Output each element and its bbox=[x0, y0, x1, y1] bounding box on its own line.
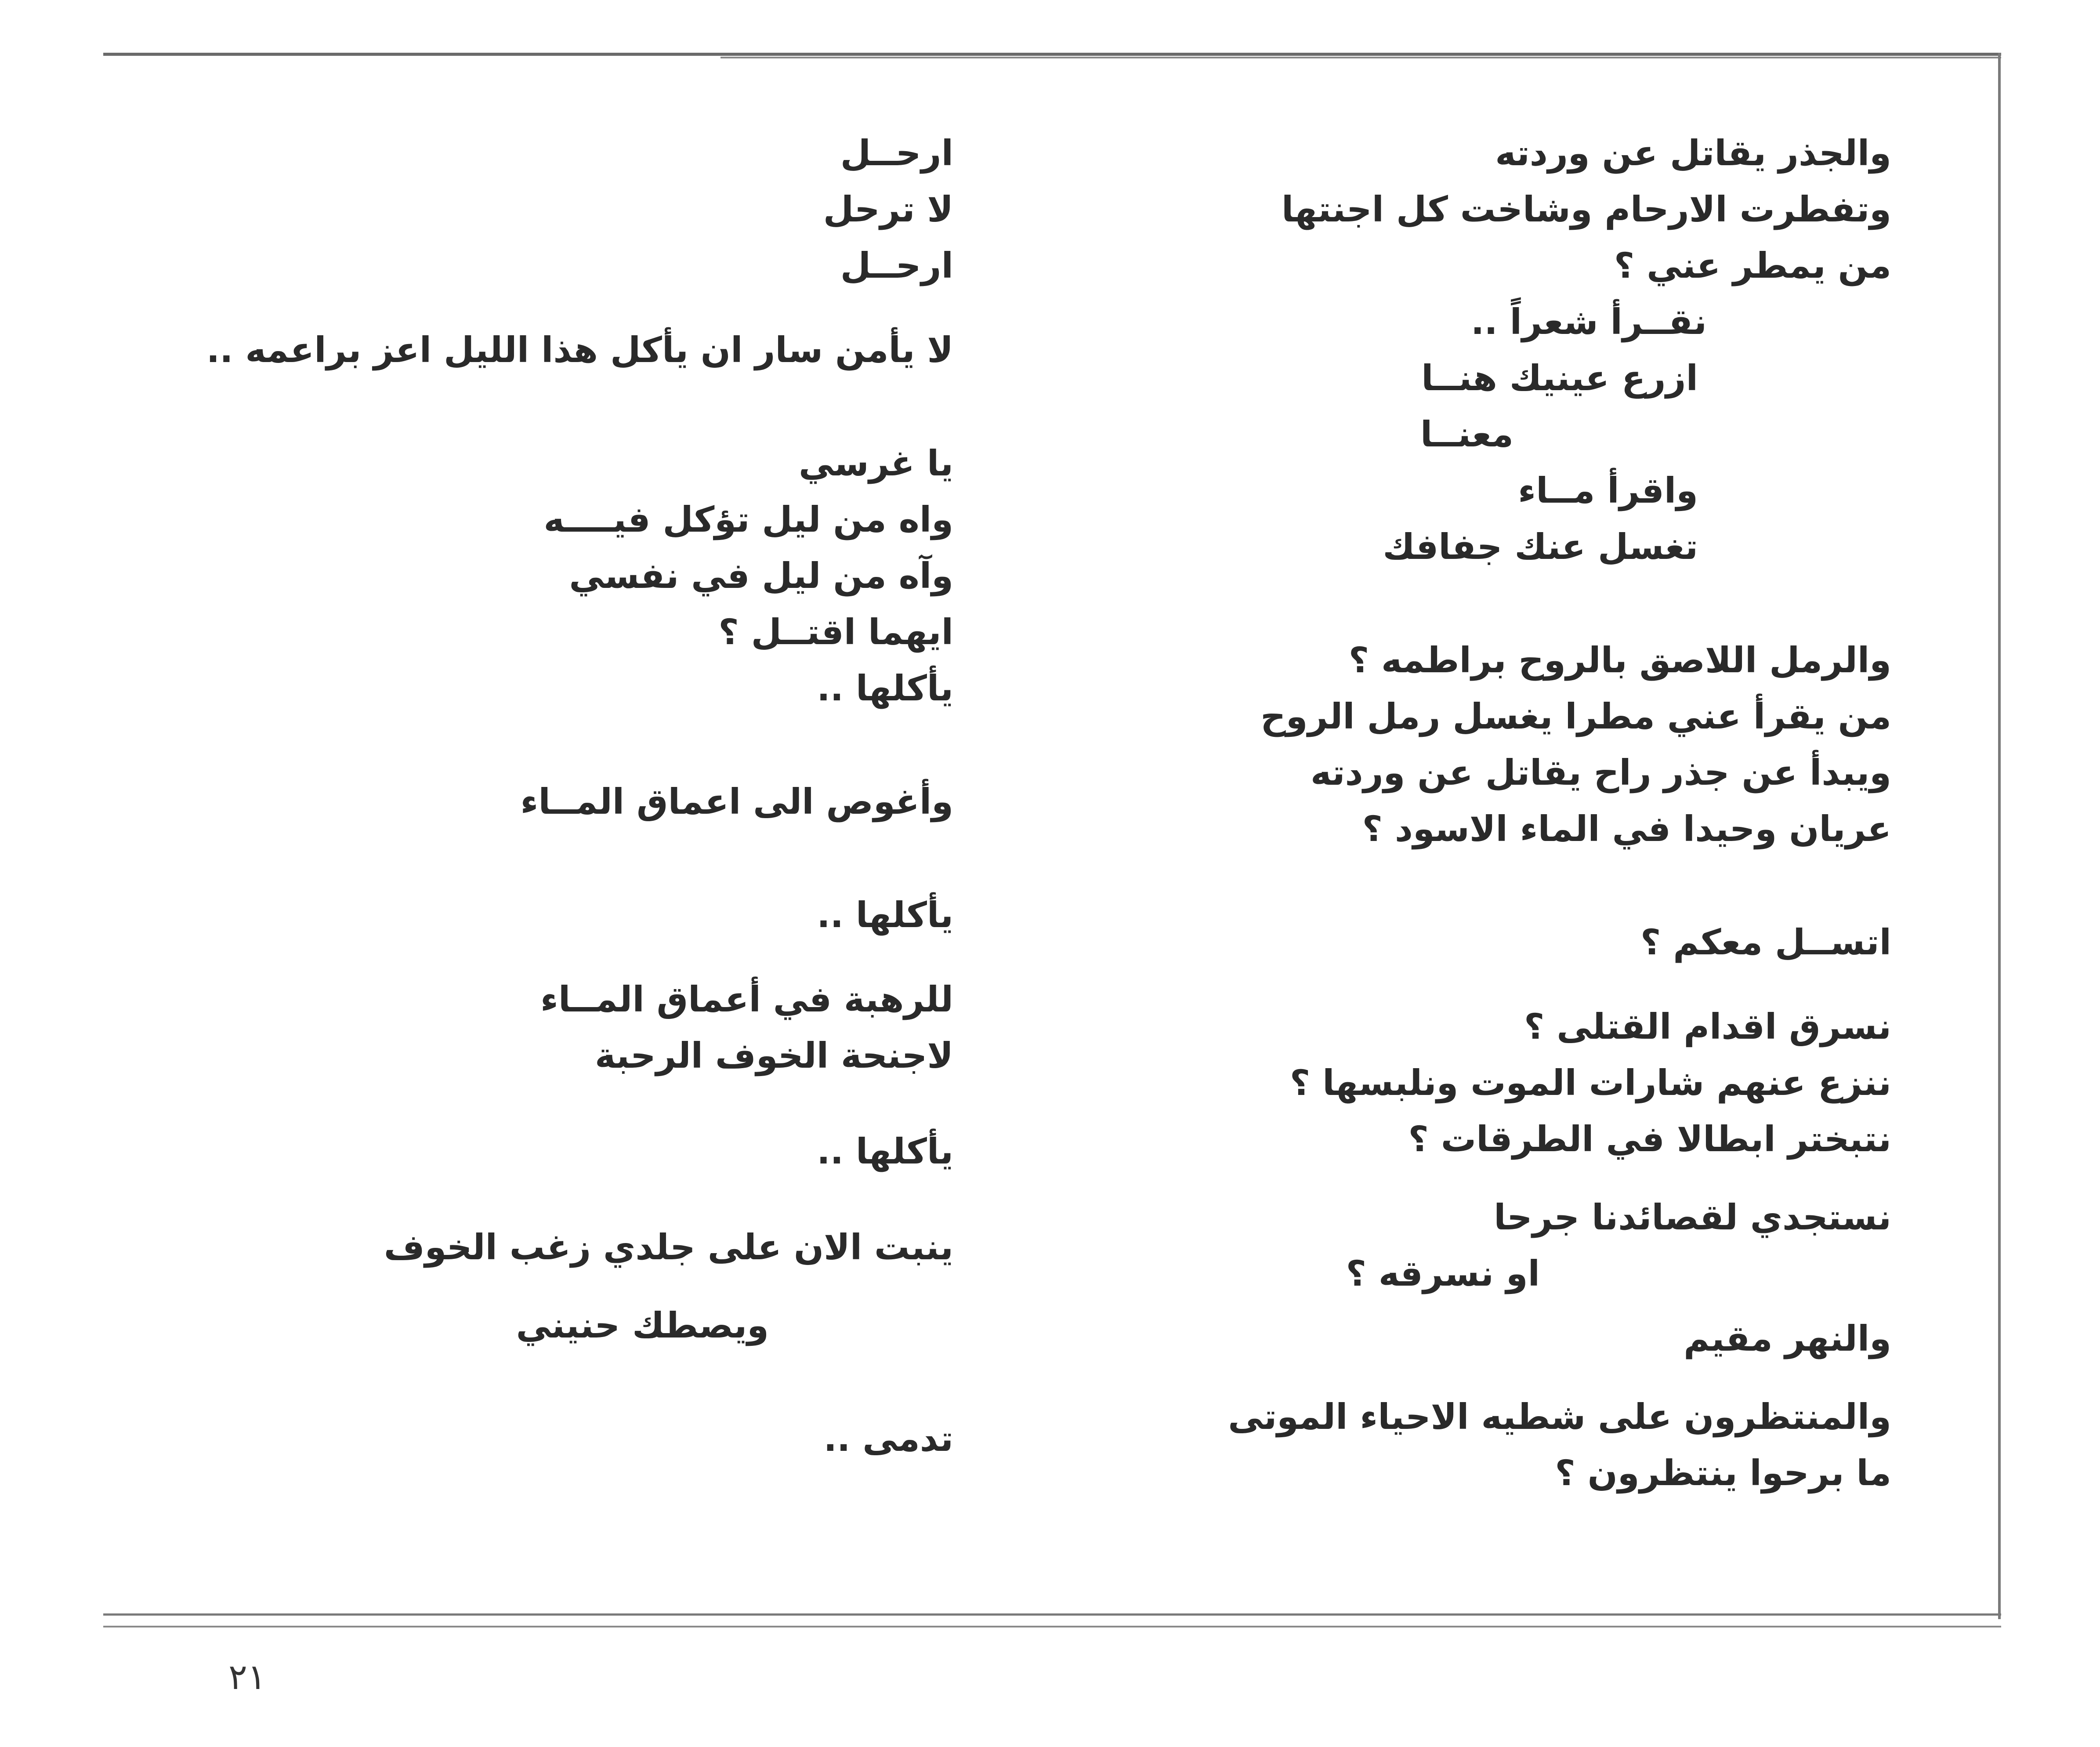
stanza-gap bbox=[1057, 857, 1891, 914]
poem-line: ننزع عنهم شارات الموت ونلبسها ؟ bbox=[1289, 1062, 1891, 1103]
poem-line: وأغوص الى اعماق المــاء bbox=[520, 781, 953, 822]
poem-line: ينبت الان على جلدي زغب الخوف bbox=[384, 1227, 953, 1268]
top-rule bbox=[103, 53, 2001, 56]
stanza-gap bbox=[31, 943, 953, 971]
poem-line: يأكلها .. bbox=[817, 668, 953, 709]
poem-line: وآه من ليل في نفسي bbox=[569, 555, 953, 596]
poem-line: لا ترحل bbox=[823, 189, 953, 230]
poem-line: والمنتظرون على شطيه الاحياء الموتى bbox=[1228, 1396, 1891, 1437]
stanza-gap bbox=[31, 1084, 953, 1124]
stanza-gap bbox=[31, 294, 953, 322]
bottom-rule-secondary bbox=[103, 1626, 2001, 1627]
poem-line: والنهر مقيم bbox=[1684, 1318, 1891, 1359]
poem-line: نقــرأ شعراً .. bbox=[1471, 301, 1707, 342]
poem-line: تدمى .. bbox=[823, 1418, 953, 1459]
poem-line: وتفطرت الارحام وشاخت كل اجنتها bbox=[1281, 189, 1891, 230]
poem-line: لاجنحة الخوف الرحبة bbox=[594, 1035, 953, 1076]
stanza-gap bbox=[1057, 575, 1891, 632]
poem-right-column bbox=[1057, 125, 1891, 1501]
poem-line: والرمل اللاصق بالروح براطمه ؟ bbox=[1348, 640, 1891, 681]
poem-line: اتســل معكم ؟ bbox=[1640, 922, 1891, 963]
poem-line: نستجدي لقصائدنا جرحا bbox=[1494, 1197, 1891, 1238]
poem-line: ويبدأ عن جذر راح يقاتل عن وردته bbox=[1311, 752, 1891, 793]
stanza-gap bbox=[31, 717, 953, 774]
poem-line: ما برحوا ينتظرون ؟ bbox=[1555, 1453, 1891, 1493]
stanza-gap bbox=[31, 1180, 953, 1219]
poem-line: نسرق اقدام القتلى ؟ bbox=[1524, 1006, 1891, 1047]
poem-line: عريان وحيدا في الماء الاسود ؟ bbox=[1362, 808, 1891, 849]
stanza-gap bbox=[31, 1276, 953, 1298]
stanza-gap bbox=[1057, 1167, 1891, 1189]
poem-line: من يقرأ عني مطرا يغسل رمل الروح bbox=[1260, 696, 1891, 737]
stanza-gap bbox=[31, 830, 953, 887]
poem-line: ازرع عينيك هنــا bbox=[1421, 358, 1698, 399]
poem-line: تغسل عنك جفافك bbox=[1383, 526, 1698, 567]
poem-left-column bbox=[31, 125, 953, 1467]
poem-line: للرهبة في أعماق المــاء bbox=[540, 979, 953, 1020]
poem-line: واه من ليل تؤكل فيــــه bbox=[543, 499, 953, 540]
right-rule bbox=[1998, 53, 2001, 1619]
poem-line: يأكلها .. bbox=[817, 1131, 953, 1172]
poem-line: يأكلها .. bbox=[817, 895, 953, 935]
stanza-gap bbox=[1057, 971, 1891, 999]
poem-line: او نسرقه ؟ bbox=[1346, 1253, 1540, 1294]
stanza-gap bbox=[31, 378, 953, 435]
stanza-gap bbox=[1057, 1302, 1891, 1311]
poem-line: معنــا bbox=[1420, 414, 1513, 455]
poem-line: لا يأمن سار ان يأكل هذا الليل اعز براعمه .. bbox=[206, 330, 953, 370]
bottom-rule bbox=[103, 1613, 2001, 1616]
stanza-gap bbox=[1057, 1367, 1891, 1389]
poem-line: ويصطك حنيني bbox=[516, 1305, 769, 1346]
poem-line: يا غرسي bbox=[799, 443, 953, 484]
poem-line: والجذر يقاتل عن وردته bbox=[1495, 133, 1891, 174]
poem-line: واقرأ مــاء bbox=[1518, 470, 1698, 511]
poem-line: ارحــل bbox=[840, 245, 953, 286]
stanza-gap bbox=[31, 1354, 953, 1411]
poem-line: من يمطر عني ؟ bbox=[1614, 245, 1891, 286]
poem-line: ارحــل bbox=[840, 133, 953, 174]
top-rule-accent bbox=[721, 57, 2001, 58]
poem-line: ايهما اقتــل ؟ bbox=[718, 612, 953, 652]
poem-line: نتبختر ابطالا في الطرقات ؟ bbox=[1408, 1119, 1891, 1160]
page-number: ٢١ bbox=[228, 1656, 266, 1697]
